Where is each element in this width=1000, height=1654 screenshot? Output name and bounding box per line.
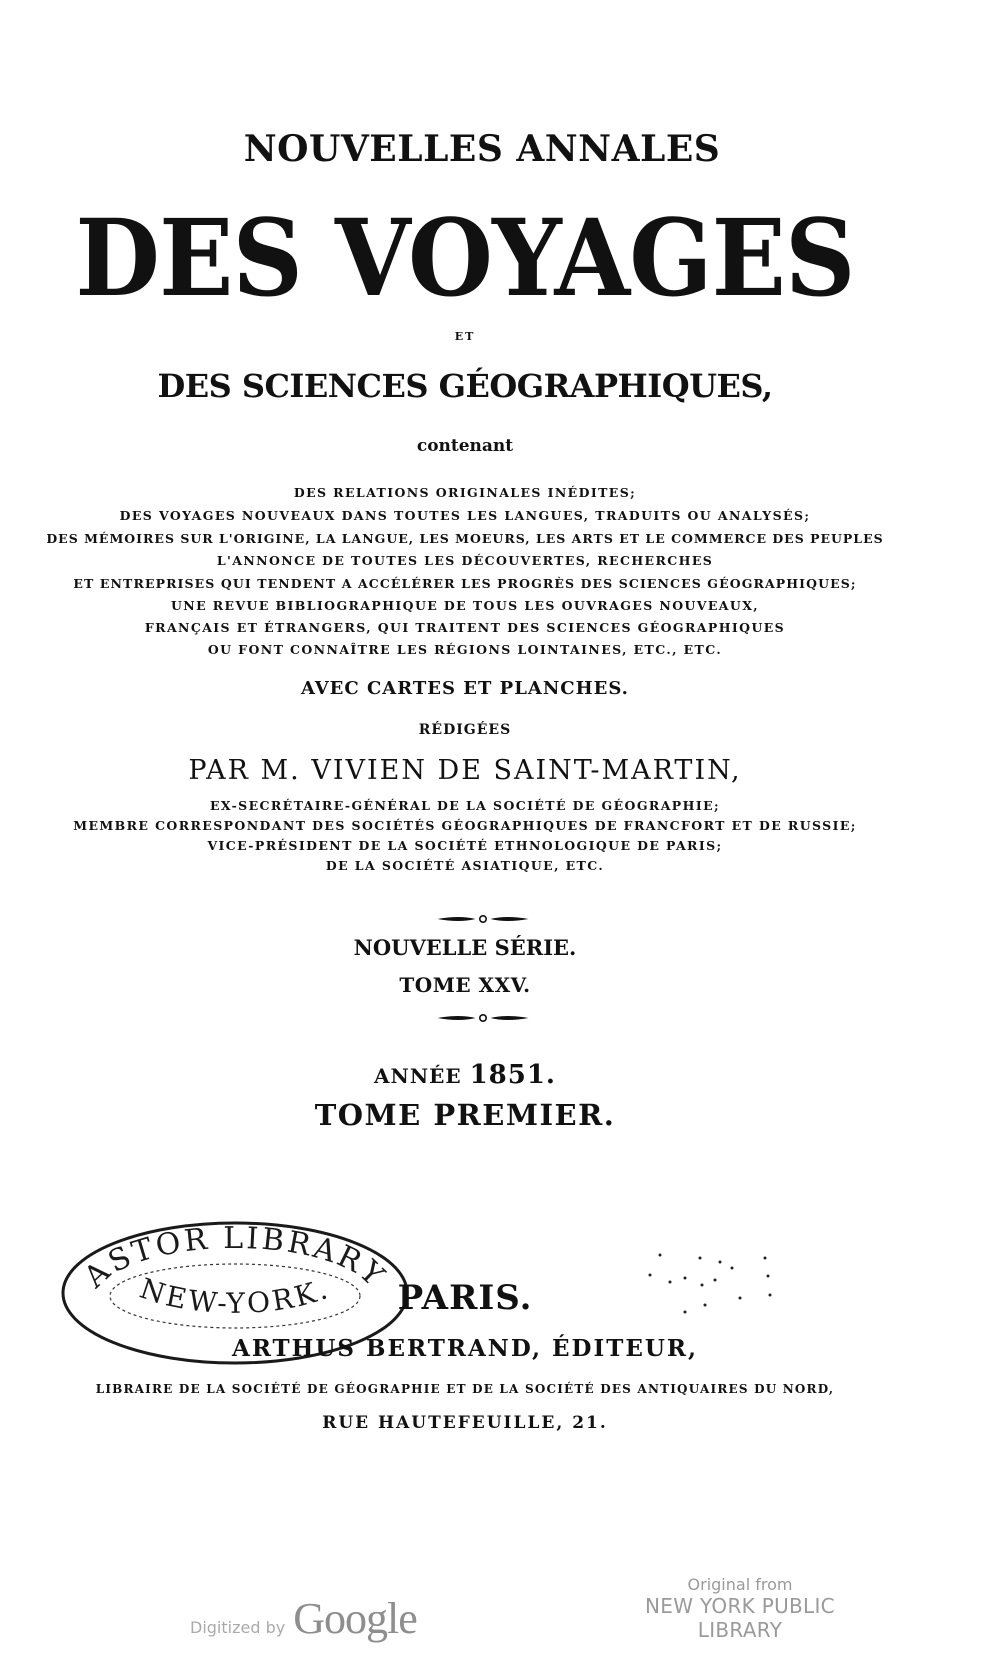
tome-premier: TOME PREMIER.: [314, 1098, 616, 1132]
stamp-bottom-text: NEW-YORK.: [135, 1271, 335, 1320]
author-title-3: VICE-PRÉSIDENT DE LA SOCIÉTÉ ETHNOLOGIQUE DE PARIS;: [207, 838, 723, 853]
subtitle: DES SCIENCES GÉOGRAPHIQUES,: [157, 367, 773, 405]
author-title-1: EX-SECRÉTAIRE-GÉNÉRAL DE LA SOCIÉTÉ DE GÉOGRAPHIE;: [209, 798, 721, 813]
conjunction: ET: [454, 330, 476, 343]
tome-number: TOME XXV.: [399, 973, 531, 997]
series-title: NOUVELLES ANNALES: [243, 128, 721, 170]
digitized-by-label: Digitized by: [190, 1618, 286, 1637]
google-logo: Google: [293, 1594, 417, 1643]
publisher-description: LIBRAIRE DE LA SOCIÉTÉ DE GÉOGRAPHIE ET DE LA SOCIÉTÉ DES ANTIQUAIRES DU NORD,: [95, 1382, 835, 1396]
contents-line-5: ET ENTREPRISES QUI TENDENT A ACCÉLÉRER LES PROGRÈS DES SCIENCES GÉOGRAPHIQUES;: [73, 576, 857, 591]
ornament-divider-top: [436, 912, 531, 926]
contents-line-6: UNE REVUE BIBLIOGRAPHIQUE DE TOUS LES OUVRAGES NOUVEAUX,: [170, 598, 760, 613]
author-line: PAR M. VIVIEN DE SAINT-MARTIN,: [188, 755, 742, 786]
contenant-label: contenant: [416, 436, 514, 456]
ornament-divider-bottom: [436, 1011, 531, 1025]
library-name: NEW YORK PUBLIC LIBRARY: [645, 1594, 835, 1642]
redigees-label: RÉDIGÉES: [418, 722, 512, 738]
contents-line-3: DES MÉMOIRES SUR L'ORIGINE, LA LANGUE, LES MOEURS, LES ARTS ET LE COMMERCE DES PEUPLES: [46, 531, 884, 546]
author-title-4: DE LA SOCIÉTÉ ASIATIQUE, ETC.: [325, 858, 605, 873]
series-label: NOUVELLE SÉRIE.: [353, 935, 577, 960]
year-label: ANNÉE: [374, 1064, 462, 1088]
stamp-top-text: ASTOR LIBRARY: [77, 1220, 393, 1296]
contents-line-8: OU FONT CONNAÎTRE LES RÉGIONS LOINTAINES, ETC., ETC.: [207, 642, 723, 657]
maps-note: AVEC CARTES ET PLANCHES.: [301, 678, 629, 699]
original-from-label: Original from: [687, 1575, 793, 1594]
main-title: DES VOYAGES: [75, 195, 855, 320]
year-value: 1851.: [469, 1060, 556, 1090]
contents-line-7: FRANÇAIS ET ÉTRANGERS, QUI TRAITENT DES SCIENCES GÉOGRAPHIQUES: [144, 620, 786, 635]
digitized-by-google: [190, 1593, 417, 1644]
contents-line-2: DES VOYAGES NOUVEAUX DANS TOUTES LES LANGUES, TRADUITS OU ANALYSÉS;: [119, 508, 811, 523]
publisher: ARTHUS BERTRAND, ÉDITEUR,: [231, 1335, 699, 1362]
city: PARIS.: [397, 1278, 533, 1318]
contents-line-1: DES RELATIONS ORIGINALES INÉDITES;: [293, 485, 637, 500]
address: RUE HAUTEFEUILLE, 21.: [322, 1413, 608, 1433]
contents-line-4: L'ANNONCE DE TOUTES LES DÉCOUVERTES, RECHERCHES: [216, 553, 714, 568]
author-title-2: MEMBRE CORRESPONDANT DES SOCIÉTÉS GÉOGRAPHIQUES DE FRANCFORT ET DE RUSSIE;: [73, 818, 857, 833]
original-source: [600, 1575, 880, 1642]
year-line: [0, 1060, 965, 1090]
